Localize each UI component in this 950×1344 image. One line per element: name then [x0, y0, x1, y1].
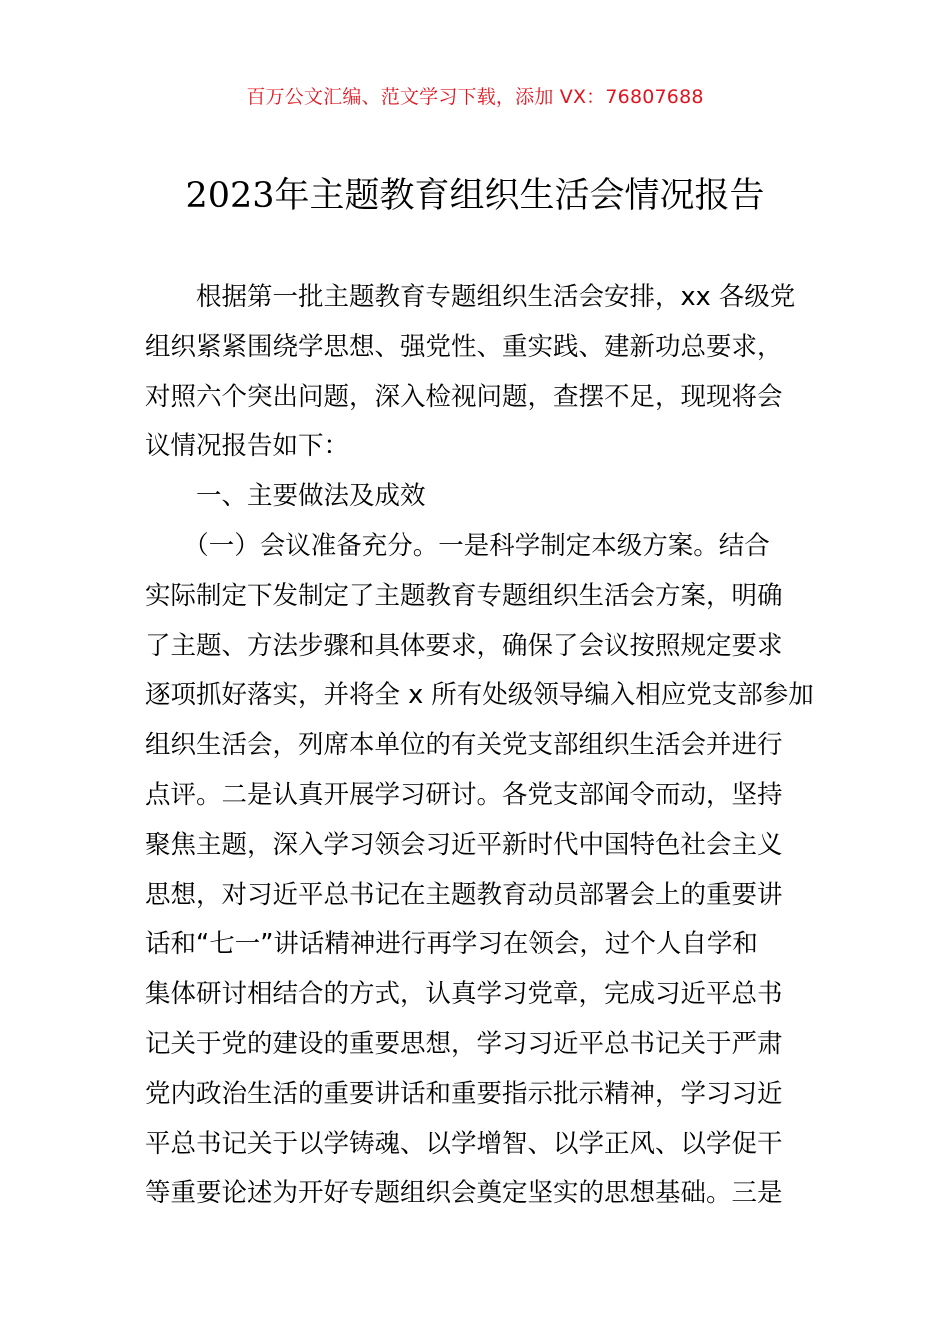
- body-line: 党内政治生活的重要讲话和重要指示批示精神，学习习近: [145, 1078, 783, 1109]
- section-heading: 一、主要做法及成效: [145, 481, 426, 512]
- body-line: 集体研讨相结合的方式，认真学习党章，完成习近平总书: [145, 979, 783, 1010]
- body-line: 平总书记关于以学铸魂、以学增智、以学正风、以学促干: [145, 1128, 783, 1159]
- body-line: 实际制定下发制定了主题教育专题组织生活会方案，明确: [145, 580, 783, 611]
- body-line: 逐项抓好落实，并将全 x 所有处级领导编入相应党支部参加: [145, 680, 814, 711]
- body-line: 对照六个突出问题，深入检视问题，查摆不足，现现将会: [145, 381, 783, 412]
- body-line: 组织生活会，列席本单位的有关党支部组织生活会并进行: [145, 730, 783, 761]
- title-text: 年主题教育组织生活会情况报告: [274, 176, 765, 216]
- body-line: 组织紧紧围绕学思想、强党性、重实践、建新功总要求，: [145, 331, 783, 362]
- document-body: [145, 273, 815, 1219]
- body-line: 聚焦主题，深入学习领会习近平新时代中国特色社会主义: [145, 829, 783, 860]
- body-line: 议情况报告如下：: [145, 431, 350, 462]
- body-line: 记关于党的建设的重要思想，学习习近平总书记关于严肃: [145, 1028, 783, 1059]
- document-title: [0, 170, 950, 222]
- body-line: 等重要论述为开好专题组织会奠定坚实的思想基础。三是: [145, 1178, 783, 1209]
- body-line: 了主题、方法步骤和具体要求，确保了会议按照规定要求: [145, 630, 783, 661]
- body-line: 思想，对习近平总书记在主题教育动员部署会上的重要讲: [145, 879, 783, 910]
- body-line: （一）会议准备充分。一是科学制定本级方案。结合: [145, 530, 770, 561]
- title-year: 2023: [185, 176, 275, 216]
- body-line: 点评。二是认真开展学习研讨。各党支部闻令而动，坚持: [145, 779, 783, 810]
- body-line: 根据第一批主题教育专题组织生活会安排，xx 各级党: [145, 282, 796, 312]
- body-line: 话和“七一”讲话精神进行再学习在领会，过个人自学和: [145, 929, 758, 960]
- download-notice: 百万公文汇编、范文学习下载，添加 VX：76807688: [246, 86, 704, 108]
